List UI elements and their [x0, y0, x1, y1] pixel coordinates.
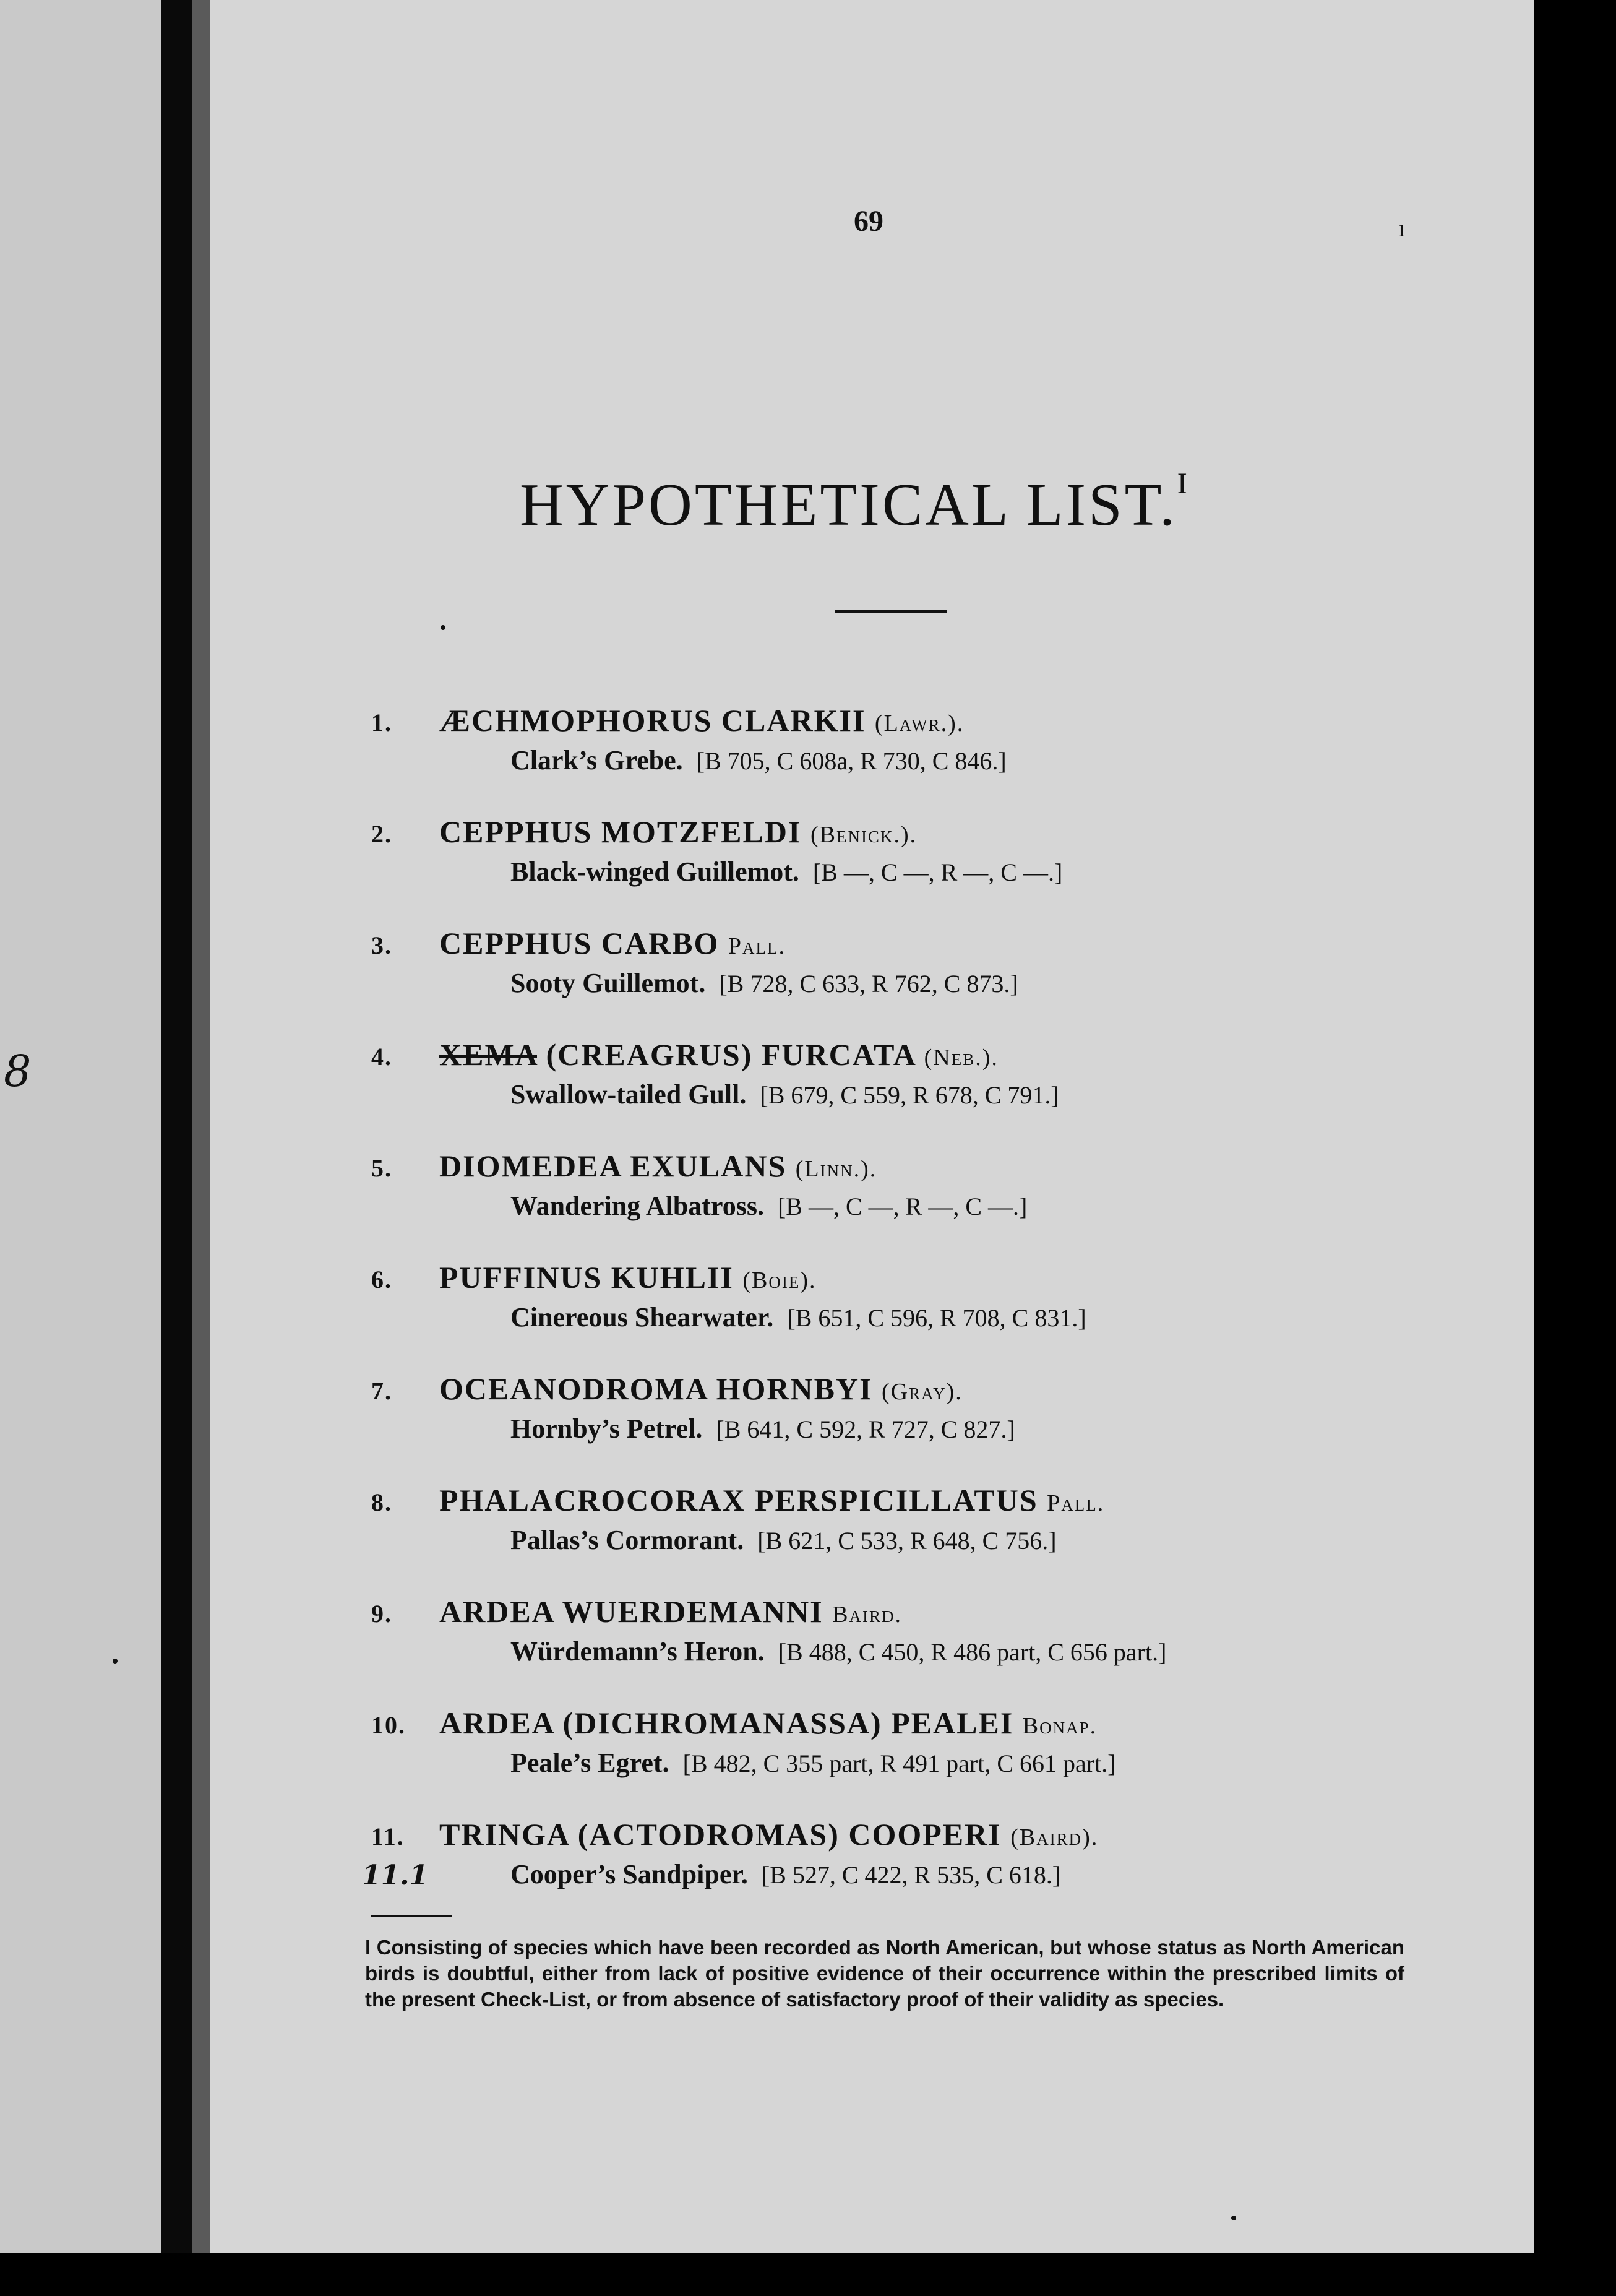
footnote-rule: [371, 1915, 452, 1917]
left-facing-page: [0, 0, 161, 2296]
speck: [441, 625, 445, 630]
list-item: [371, 702, 1007, 776]
list-item: [371, 1259, 1086, 1333]
title-footnote-marker: I: [1177, 467, 1187, 500]
page-number: 69: [854, 205, 883, 238]
entry-number: 6.: [371, 1266, 392, 1293]
scientific-name: TRINGA (ACTODROMAS) COOPERI: [439, 1817, 1002, 1852]
authority: Pall.: [728, 933, 786, 959]
list-item: [371, 1482, 1104, 1556]
list-item: [371, 1816, 1098, 1890]
list-item: [371, 1705, 1116, 1779]
references: [B 679, C 559, R 678, C 791.]: [760, 1081, 1059, 1109]
common-name: Clark’s Grebe.: [510, 745, 683, 775]
authority: Baird.: [832, 1602, 902, 1628]
references: [B 651, C 596, R 708, C 831.]: [787, 1304, 1086, 1332]
references: [B —, C —, R —, C —.]: [777, 1193, 1028, 1220]
entry-number: 9.: [371, 1600, 392, 1628]
list-item: [371, 1037, 1059, 1110]
scientific-name: PUFFINUS KUHLII: [439, 1260, 734, 1295]
references: [B 488, C 450, R 486 part, C 656 part.]: [778, 1638, 1167, 1666]
entry-number: 1.: [371, 709, 392, 736]
authority: (Gray).: [882, 1379, 963, 1405]
common-name: Peale’s Egret.: [510, 1748, 669, 1778]
references: [B 621, C 533, R 648, C 756.]: [757, 1527, 1057, 1555]
title-rule: [835, 610, 947, 613]
scientific-name: (CREAGRUS) FURCATA: [546, 1037, 916, 1072]
references: [B 482, C 355 part, R 491 part, C 661 part.]: [682, 1750, 1116, 1777]
binding-shadow: [161, 0, 192, 2296]
page-gutter: [192, 0, 210, 2296]
scientific-name: PHALACROCORAX PERSPICILLATUS: [439, 1483, 1038, 1517]
right-border: [1534, 0, 1616, 2296]
struck-genus: XEMA: [439, 1037, 537, 1072]
list-item: [371, 814, 1062, 887]
common-name: Sooty Guillemot.: [510, 968, 706, 998]
references: [B 728, C 633, R 762, C 873.]: [719, 970, 1018, 998]
references: [B 527, C 422, R 535, C 618.]: [761, 1861, 1061, 1889]
common-name: Swallow-tailed Gull.: [510, 1079, 747, 1110]
list-item: [371, 925, 1018, 999]
authority: (Neb.).: [924, 1045, 999, 1071]
common-name: Wandering Albatross.: [510, 1191, 764, 1221]
list-item: [371, 1594, 1166, 1667]
scientific-name: ARDEA (DICHROMANASSA) PEALEI: [439, 1706, 1014, 1740]
title-text: HYPOTHETICAL LIST.: [520, 472, 1177, 538]
common-name: Hornby’s Petrel.: [510, 1413, 703, 1444]
tick-mark: ı: [1398, 214, 1406, 242]
common-name: Cooper’s Sandpiper.: [510, 1859, 748, 1889]
references: [B 641, C 592, R 727, C 827.]: [716, 1415, 1015, 1443]
authority: (Benick.).: [810, 822, 918, 848]
references: [B —, C —, R —, C —.]: [812, 858, 1063, 886]
bottom-border: [0, 2253, 1616, 2296]
entry-number: 7.: [371, 1377, 392, 1405]
speck: [1231, 2216, 1236, 2220]
margin-note-left: 8: [4, 1046, 32, 1097]
authority: (Baird).: [1010, 1824, 1099, 1850]
common-name: Würdemann’s Heron.: [510, 1636, 765, 1667]
authority: Bonap.: [1022, 1713, 1098, 1739]
margin-note-bottom: 11.1: [362, 1860, 429, 1891]
speck: [113, 1659, 118, 1664]
page-title: [520, 467, 1187, 540]
common-name: Black-winged Guillemot.: [510, 857, 799, 887]
scientific-name: ARDEA WUERDEMANNI: [439, 1594, 823, 1629]
entry-number: 10.: [371, 1711, 406, 1739]
authority: (Boie).: [742, 1267, 817, 1293]
common-name: Cinereous Shearwater.: [510, 1302, 774, 1332]
scientific-name: OCEANODROMA HORNBYI: [439, 1371, 873, 1406]
list-item: [371, 1371, 1015, 1444]
entry-number: 4.: [371, 1043, 392, 1071]
references: [B 705, C 608a, R 730, C 846.]: [696, 747, 1007, 775]
common-name: Pallas’s Cormorant.: [510, 1525, 744, 1555]
authority: Pall.: [1047, 1490, 1105, 1516]
scientific-name: CEPPHUS MOTZFELDI: [439, 814, 802, 849]
authority: (Lawr.).: [874, 710, 965, 736]
footnote: I Consisting of species which have been recorded as North American, but whose status as North American birds is doubtful, either from lack of positive evidence of their occurrence within the prescribed limits of the present Check-List, or from absence of satisfactory proof of their validity as species.: [365, 1936, 1404, 2011]
scientific-name: ÆCHMOPHORUS CLARKII: [439, 703, 866, 738]
entry-number: 11.: [371, 1823, 405, 1850]
list-item: [371, 1148, 1027, 1222]
scientific-name: CEPPHUS CARBO: [439, 926, 720, 960]
entry-number: 5.: [371, 1154, 392, 1182]
scientific-name: DIOMEDEA EXULANS: [439, 1149, 787, 1183]
authority: (Linn.).: [795, 1156, 877, 1182]
entry-number: 3.: [371, 931, 392, 959]
entry-number: 8.: [371, 1488, 392, 1516]
entry-number: 2.: [371, 820, 392, 848]
